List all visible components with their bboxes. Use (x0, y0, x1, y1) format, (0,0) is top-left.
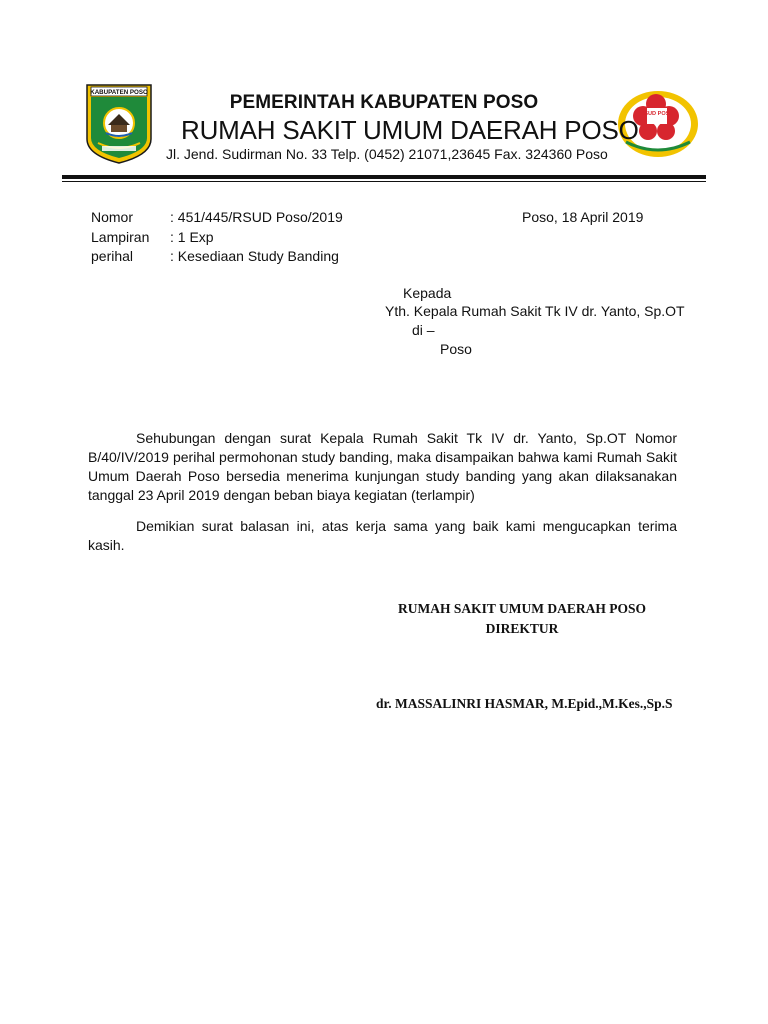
nomor-label: Nomor (91, 209, 134, 225)
place-date: Poso, 18 April 2019 (522, 209, 644, 225)
signature-position: DIREKTUR (485, 621, 559, 636)
lampiran-value: : 1 Exp (170, 229, 214, 245)
logo-left-label: KABUPATEN POSO (90, 89, 148, 96)
letterhead-divider-thin (62, 181, 706, 182)
recipient-city: Poso (440, 341, 472, 357)
government-title-text: PEMERINTAH KABUPATEN POSO (229, 92, 539, 113)
signature-institution: RUMAH SAKIT UMUM DAERAH POSO (397, 601, 646, 616)
body-paragraph-1: Sehubungan dengan surat Kepala Rumah Sakit Tk IV dr. Yanto, Sp.OT Nomor B/40/IV/2019 perihal permohonan study banding, maka disampaikan bahwa kami Rumah Sakit Umum Daerah Poso bersedia menerima kunjungan study banding yang akan dilaksanakan tanggal 23 April 2019 dengan beban biaya kegiatan (terlampir) (88, 430, 677, 503)
body-paragraph-2: Demikian surat balasan ini, atas kerja sama yang baik kami mengucapkan terima kasih. (88, 518, 677, 553)
nomor-value: : 451/445/RSUD Poso/2019 (170, 209, 343, 225)
signature-name: dr. MASSALINRI HASMAR, M.Epid.,M.Kes.,Sp.S (376, 696, 673, 711)
government-title (0, 92, 768, 114)
perihal-value: : Kesediaan Study Banding (170, 248, 339, 264)
logo-right-label: RSUD POSO (640, 111, 674, 117)
recipient-kepada: Kepada (403, 285, 452, 301)
lampiran-label: Lampiran (91, 229, 150, 245)
letterhead-divider-thick (62, 175, 706, 179)
recipient-name: Yth. Kepala Rumah Sakit Tk IV dr. Yanto, Sp.OT (385, 303, 685, 319)
hospital-title: RUMAH SAKIT UMUM DAERAH POSO (181, 115, 639, 145)
hospital-address: Jl. Jend. Sudirman No. 33 Telp. (0452) 21071,23645 Fax. 324360 Poso (166, 146, 608, 162)
perihal-label: perihal (91, 248, 134, 264)
recipient-di: di – (412, 322, 435, 338)
